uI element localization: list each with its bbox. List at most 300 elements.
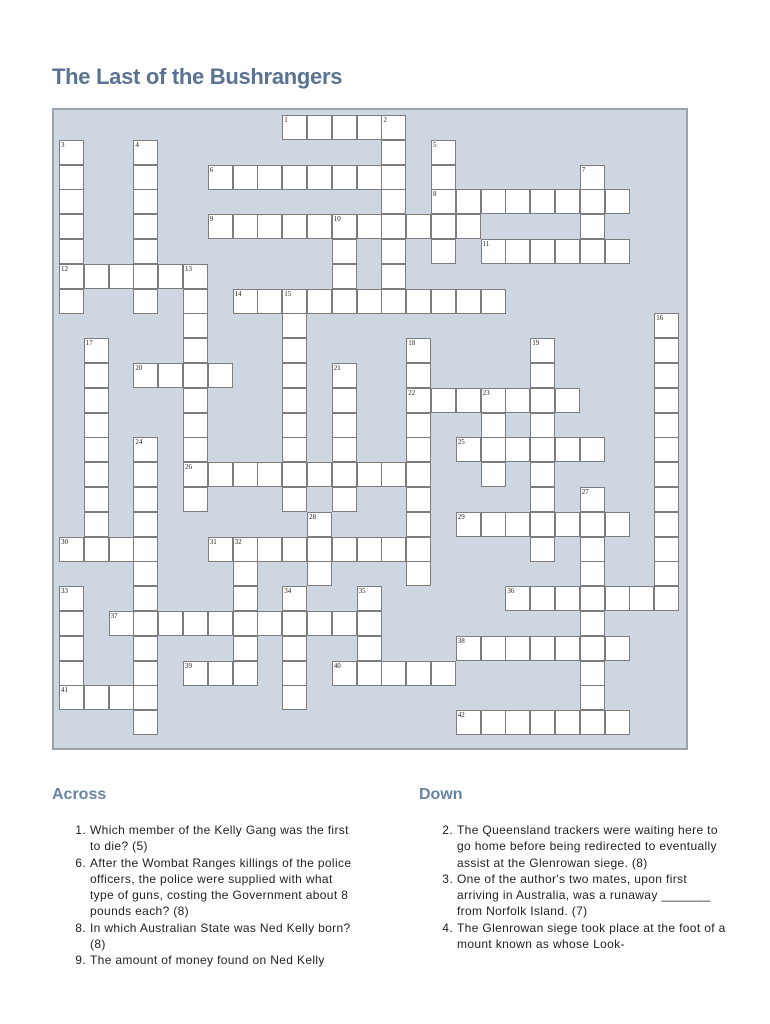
crossword-cell[interactable] bbox=[183, 289, 208, 314]
crossword-cell[interactable] bbox=[654, 388, 679, 413]
crossword-cell[interactable] bbox=[530, 487, 555, 512]
crossword-cell[interactable] bbox=[357, 214, 382, 239]
crossword-cell[interactable] bbox=[208, 537, 233, 562]
crossword-cell[interactable] bbox=[257, 611, 282, 636]
clue-number: 10 bbox=[333, 215, 341, 224]
down-clue-list bbox=[437, 822, 727, 952]
clue-item-text: The amount of money found on Ned Kelly bbox=[90, 953, 325, 968]
clue-item-text: The Queensland trackers were waiting here to go home before being redirected to eventually assist at the Glenrowan siege. (8) bbox=[457, 823, 718, 870]
crossword-cell[interactable] bbox=[505, 512, 530, 537]
crossword-cell[interactable] bbox=[59, 189, 84, 214]
crossword-cell[interactable] bbox=[505, 388, 530, 413]
clue-number: 28 bbox=[309, 512, 316, 521]
crossword-cell[interactable] bbox=[233, 462, 258, 487]
crossword-cell[interactable] bbox=[481, 413, 506, 438]
crossword-cell[interactable] bbox=[530, 512, 555, 537]
crossword-cell[interactable] bbox=[109, 611, 134, 636]
clue-number: 35 bbox=[358, 587, 366, 596]
crossword-cell[interactable] bbox=[307, 165, 332, 190]
crossword-cell[interactable] bbox=[530, 363, 555, 388]
crossword-cell[interactable] bbox=[282, 289, 307, 314]
crossword-cell[interactable] bbox=[654, 437, 679, 462]
crossword-cell[interactable] bbox=[654, 586, 679, 611]
crossword-cell[interactable] bbox=[307, 214, 332, 239]
crossword-cell[interactable] bbox=[406, 512, 431, 537]
crossword-cell[interactable] bbox=[406, 289, 431, 314]
crossword-cell[interactable] bbox=[357, 115, 382, 140]
clue-number: 17 bbox=[85, 339, 93, 348]
crossword-cell[interactable] bbox=[282, 437, 307, 462]
crossword-cell[interactable] bbox=[629, 586, 654, 611]
crossword-cell[interactable] bbox=[431, 239, 456, 264]
crossword-cell[interactable] bbox=[332, 115, 357, 140]
crossword-cell[interactable] bbox=[84, 437, 109, 462]
crossword-cell[interactable] bbox=[133, 264, 158, 289]
crossword-cell[interactable] bbox=[456, 214, 481, 239]
crossword-cell[interactable] bbox=[208, 363, 233, 388]
crossword-cell[interactable] bbox=[381, 140, 406, 165]
clue-item bbox=[70, 822, 360, 855]
crossword-cell[interactable] bbox=[456, 289, 481, 314]
crossword-cell[interactable] bbox=[133, 537, 158, 562]
clue-number: 13 bbox=[185, 264, 192, 273]
crossword-cell[interactable] bbox=[530, 437, 555, 462]
crossword-cell[interactable] bbox=[307, 115, 332, 140]
clue-number: 3 bbox=[61, 140, 65, 149]
crossword-cell[interactable] bbox=[257, 537, 282, 562]
crossword-cell[interactable] bbox=[84, 512, 109, 537]
crossword-cell[interactable] bbox=[84, 685, 109, 710]
crossword-cell[interactable] bbox=[431, 661, 456, 686]
crossword-cell[interactable] bbox=[456, 636, 481, 661]
crossword-cell[interactable] bbox=[84, 487, 109, 512]
crossword-cell[interactable] bbox=[109, 264, 134, 289]
crossword-cell[interactable] bbox=[456, 388, 481, 413]
crossword-cell[interactable] bbox=[381, 289, 406, 314]
crossword-cell[interactable] bbox=[332, 363, 357, 388]
clue-item bbox=[70, 855, 360, 920]
crossword-cell[interactable] bbox=[381, 115, 406, 140]
crossword-cell[interactable] bbox=[530, 710, 555, 735]
crossword-cell[interactable] bbox=[133, 685, 158, 710]
crossword-cell[interactable] bbox=[208, 611, 233, 636]
clue-number: 14 bbox=[234, 289, 242, 298]
crossword-cell[interactable] bbox=[654, 561, 679, 586]
crossword-cell[interactable] bbox=[580, 189, 605, 214]
crossword-cell[interactable] bbox=[133, 661, 158, 686]
clue-number: 9 bbox=[209, 215, 214, 224]
crossword-cell[interactable] bbox=[580, 512, 605, 537]
crossword-cell[interactable] bbox=[505, 437, 530, 462]
crossword-cell[interactable] bbox=[580, 214, 605, 239]
crossword-cell[interactable] bbox=[580, 487, 605, 512]
crossword-cell[interactable] bbox=[481, 289, 506, 314]
crossword-cell[interactable] bbox=[133, 437, 158, 462]
crossword-cell[interactable] bbox=[282, 636, 307, 661]
crossword-cell[interactable] bbox=[580, 165, 605, 190]
crossword-cell[interactable] bbox=[481, 388, 506, 413]
crossword-cell[interactable] bbox=[59, 611, 84, 636]
crossword-cell[interactable] bbox=[357, 611, 382, 636]
crossword-cell[interactable] bbox=[133, 165, 158, 190]
crossword-cell[interactable] bbox=[530, 239, 555, 264]
crossword-cell[interactable] bbox=[282, 685, 307, 710]
crossword-cell[interactable] bbox=[654, 512, 679, 537]
clue-number: 4 bbox=[135, 140, 139, 149]
crossword-cell[interactable] bbox=[233, 661, 258, 686]
crossword-cell[interactable] bbox=[282, 661, 307, 686]
clue-item bbox=[437, 822, 727, 871]
crossword-cell[interactable] bbox=[307, 537, 332, 562]
crossword-cell[interactable] bbox=[530, 189, 555, 214]
crossword-cell[interactable] bbox=[233, 537, 258, 562]
crossword-cell[interactable] bbox=[307, 462, 332, 487]
crossword-cell[interactable] bbox=[208, 462, 233, 487]
crossword-cell[interactable] bbox=[505, 239, 530, 264]
crossword-cell[interactable] bbox=[133, 561, 158, 586]
crossword-cell[interactable] bbox=[431, 140, 456, 165]
crossword-cell[interactable] bbox=[233, 611, 258, 636]
crossword-cell[interactable] bbox=[109, 537, 134, 562]
crossword-cell[interactable] bbox=[431, 189, 456, 214]
crossword-cell[interactable] bbox=[530, 636, 555, 661]
crossword-cell[interactable] bbox=[133, 487, 158, 512]
crossword-cell[interactable] bbox=[332, 661, 357, 686]
crossword-cell[interactable] bbox=[332, 413, 357, 438]
crossword-cell[interactable] bbox=[59, 264, 84, 289]
clue-number: 26 bbox=[185, 463, 192, 472]
crossword-cell[interactable] bbox=[84, 264, 109, 289]
crossword-cell[interactable] bbox=[59, 165, 84, 190]
crossword-cell[interactable] bbox=[481, 710, 506, 735]
crossword-cell[interactable] bbox=[357, 661, 382, 686]
crossword-cell[interactable] bbox=[530, 338, 555, 363]
crossword-cell[interactable] bbox=[605, 189, 630, 214]
crossword-cell[interactable] bbox=[456, 437, 481, 462]
crossword-cell[interactable] bbox=[530, 462, 555, 487]
crossword-cell[interactable] bbox=[282, 537, 307, 562]
crossword-cell[interactable] bbox=[208, 661, 233, 686]
clue-item-text: Which member of the Kelly Gang was the first to die? (5) bbox=[90, 823, 349, 854]
crossword-cell[interactable] bbox=[530, 537, 555, 562]
crossword-cell[interactable] bbox=[605, 512, 630, 537]
crossword-cell[interactable] bbox=[406, 561, 431, 586]
clue-item-number: 3 . bbox=[437, 871, 453, 887]
crossword-cell[interactable] bbox=[381, 661, 406, 686]
crossword-cell[interactable] bbox=[332, 611, 357, 636]
crossword-cell[interactable] bbox=[580, 586, 605, 611]
crossword-cell[interactable] bbox=[580, 561, 605, 586]
crossword-cell[interactable] bbox=[233, 165, 258, 190]
crossword-cell[interactable] bbox=[530, 586, 555, 611]
clue-item-number: 8 . bbox=[70, 920, 86, 936]
crossword-cell[interactable] bbox=[84, 388, 109, 413]
crossword-cell[interactable] bbox=[555, 388, 580, 413]
crossword-cell[interactable] bbox=[357, 165, 382, 190]
crossword-cell[interactable] bbox=[456, 189, 481, 214]
crossword-cell[interactable] bbox=[183, 338, 208, 363]
clue-item-text: The Glenrowan siege took place at the foot of a mount known as whose Look- bbox=[457, 920, 726, 952]
crossword-cell[interactable] bbox=[233, 586, 258, 611]
crossword-cell[interactable] bbox=[381, 462, 406, 487]
crossword-cell[interactable] bbox=[555, 189, 580, 214]
crossword-cell[interactable] bbox=[406, 487, 431, 512]
crossword-cell[interactable] bbox=[431, 388, 456, 413]
crossword-cell[interactable] bbox=[406, 214, 431, 239]
clue-item-number: 9 . bbox=[70, 952, 86, 968]
crossword-cell[interactable] bbox=[282, 115, 307, 140]
crossword-cell[interactable] bbox=[183, 363, 208, 388]
crossword-cell[interactable] bbox=[555, 512, 580, 537]
clue-number: 20 bbox=[135, 364, 143, 372]
crossword-cell[interactable] bbox=[183, 313, 208, 338]
crossword-cell[interactable] bbox=[580, 710, 605, 735]
crossword-cell[interactable] bbox=[233, 214, 258, 239]
crossword-cell[interactable] bbox=[183, 437, 208, 462]
crossword-cell[interactable] bbox=[332, 264, 357, 289]
crossword-cell[interactable] bbox=[654, 537, 679, 562]
crossword-cell[interactable] bbox=[183, 611, 208, 636]
crossword-cell[interactable] bbox=[481, 437, 506, 462]
crossword-cell[interactable] bbox=[357, 586, 382, 611]
clue-number: 15 bbox=[284, 289, 292, 298]
crossword-cell[interactable] bbox=[481, 189, 506, 214]
crossword-cell[interactable] bbox=[133, 586, 158, 611]
crossword-cell[interactable] bbox=[580, 239, 605, 264]
crossword-cell[interactable] bbox=[580, 611, 605, 636]
clue-number: 22 bbox=[408, 388, 416, 397]
crossword-cell[interactable] bbox=[555, 239, 580, 264]
crossword-cell[interactable] bbox=[580, 661, 605, 686]
clue-number: 27 bbox=[581, 488, 589, 496]
crossword-cell[interactable] bbox=[133, 189, 158, 214]
crossword-cell[interactable] bbox=[505, 189, 530, 214]
clue-item-number: 2 . bbox=[437, 822, 453, 838]
crossword-cell[interactable] bbox=[381, 537, 406, 562]
crossword-cell[interactable] bbox=[282, 388, 307, 413]
clue-number: 23 bbox=[482, 388, 490, 397]
crossword-cell[interactable] bbox=[381, 214, 406, 239]
crossword-cell[interactable] bbox=[481, 512, 506, 537]
crossword-cell[interactable] bbox=[580, 537, 605, 562]
crossword-cell[interactable] bbox=[580, 636, 605, 661]
crossword-cell[interactable] bbox=[59, 140, 84, 165]
crossword-cell[interactable] bbox=[133, 214, 158, 239]
crossword-cell[interactable] bbox=[282, 313, 307, 338]
crossword-cell[interactable] bbox=[654, 313, 679, 338]
crossword-cell[interactable] bbox=[381, 189, 406, 214]
crossword-cell[interactable] bbox=[84, 363, 109, 388]
crossword-cell[interactable] bbox=[307, 611, 332, 636]
crossword-cell[interactable] bbox=[481, 239, 506, 264]
crossword-cell[interactable] bbox=[133, 636, 158, 661]
crossword-cell[interactable] bbox=[59, 586, 84, 611]
crossword-cell[interactable] bbox=[406, 437, 431, 462]
crossword-cell[interactable] bbox=[605, 636, 630, 661]
crossword-cell[interactable] bbox=[257, 462, 282, 487]
crossword-cell[interactable] bbox=[381, 165, 406, 190]
crossword-cell[interactable] bbox=[282, 611, 307, 636]
crossword-cell[interactable] bbox=[133, 611, 158, 636]
crossword-cell[interactable] bbox=[332, 388, 357, 413]
clue-item-number: 1 . bbox=[70, 822, 86, 838]
crossword-cell[interactable] bbox=[84, 413, 109, 438]
crossword-cell[interactable] bbox=[456, 710, 481, 735]
crossword-cell[interactable] bbox=[158, 264, 183, 289]
clue-item bbox=[70, 952, 360, 968]
crossword-cell[interactable] bbox=[357, 289, 382, 314]
crossword-cell[interactable] bbox=[654, 487, 679, 512]
crossword-cell[interactable] bbox=[381, 239, 406, 264]
crossword-cell[interactable] bbox=[431, 165, 456, 190]
crossword-cell[interactable] bbox=[59, 214, 84, 239]
crossword-cell[interactable] bbox=[59, 685, 84, 710]
crossword-cell[interactable] bbox=[406, 537, 431, 562]
clue-number: 18 bbox=[408, 339, 416, 348]
crossword-cell[interactable] bbox=[133, 239, 158, 264]
crossword-cell[interactable] bbox=[233, 289, 258, 314]
crossword-cell[interactable] bbox=[233, 636, 258, 661]
clue-item bbox=[437, 920, 727, 953]
crossword-cell[interactable] bbox=[133, 512, 158, 537]
crossword-cell[interactable] bbox=[406, 338, 431, 363]
clue-number: 19 bbox=[532, 339, 540, 348]
crossword-cell[interactable] bbox=[580, 685, 605, 710]
crossword-cell[interactable] bbox=[357, 462, 382, 487]
crossword-cell[interactable] bbox=[555, 586, 580, 611]
crossword-cell[interactable] bbox=[133, 710, 158, 735]
crossword-cell[interactable] bbox=[282, 214, 307, 239]
crossword-cell[interactable] bbox=[84, 338, 109, 363]
crossword-cell[interactable] bbox=[605, 710, 630, 735]
clue-number: 36 bbox=[507, 587, 515, 596]
crossword-cell[interactable] bbox=[183, 264, 208, 289]
crossword-cell[interactable] bbox=[654, 338, 679, 363]
crossword-cell[interactable] bbox=[183, 661, 208, 686]
crossword-cell[interactable] bbox=[307, 289, 332, 314]
crossword-cell[interactable] bbox=[183, 462, 208, 487]
crossword-cell[interactable] bbox=[605, 239, 630, 264]
crossword-cell[interactable] bbox=[183, 487, 208, 512]
crossword-cell[interactable] bbox=[183, 388, 208, 413]
clue-item-text: After the Wombat Ranges killings of the police officers, the police were supplied with what type of guns, costing the Government about 8 pounds each? (8) bbox=[90, 855, 352, 919]
crossword-cell[interactable] bbox=[654, 363, 679, 388]
crossword-cell[interactable] bbox=[530, 388, 555, 413]
crossword-cell[interactable] bbox=[481, 636, 506, 661]
clue-number: 34 bbox=[284, 587, 292, 596]
crossword-cell[interactable] bbox=[505, 636, 530, 661]
crossword-cell[interactable] bbox=[59, 661, 84, 686]
crossword-cell[interactable] bbox=[505, 586, 530, 611]
across-clue-list bbox=[70, 822, 360, 969]
crossword-cell[interactable] bbox=[183, 413, 208, 438]
clue-number: 31 bbox=[209, 537, 217, 546]
crossword-cell[interactable] bbox=[530, 413, 555, 438]
crossword-cell[interactable] bbox=[133, 140, 158, 165]
clue-number: 8 bbox=[433, 190, 437, 199]
crossword-cell[interactable] bbox=[654, 462, 679, 487]
crossword-cell[interactable] bbox=[282, 338, 307, 363]
clue-number: 30 bbox=[61, 537, 68, 546]
crossword-cell[interactable] bbox=[282, 462, 307, 487]
crossword-cell[interactable] bbox=[109, 685, 134, 710]
crossword-cell[interactable] bbox=[580, 437, 605, 462]
crossword-cell[interactable] bbox=[84, 537, 109, 562]
crossword-cell[interactable] bbox=[307, 512, 332, 537]
crossword-cell[interactable] bbox=[555, 437, 580, 462]
crossword-cell[interactable] bbox=[332, 437, 357, 462]
crossword-cell[interactable] bbox=[406, 661, 431, 686]
crossword-cell[interactable] bbox=[133, 289, 158, 314]
crossword-cell[interactable] bbox=[431, 214, 456, 239]
crossword-cell[interactable] bbox=[357, 636, 382, 661]
crossword-cell[interactable] bbox=[332, 214, 357, 239]
crossword-cell[interactable] bbox=[307, 561, 332, 586]
crossword-cell[interactable] bbox=[257, 165, 282, 190]
crossword-cell[interactable] bbox=[456, 512, 481, 537]
crossword-cell[interactable] bbox=[481, 462, 506, 487]
crossword-cell[interactable] bbox=[208, 165, 233, 190]
crossword-cell[interactable] bbox=[654, 413, 679, 438]
crossword-cell[interactable] bbox=[332, 239, 357, 264]
crossword-cell[interactable] bbox=[555, 710, 580, 735]
crossword-cell[interactable] bbox=[59, 239, 84, 264]
crossword-cell[interactable] bbox=[381, 264, 406, 289]
clue-item-number: 6 . bbox=[70, 855, 86, 871]
clue-item-number: 4 . bbox=[437, 920, 453, 936]
crossword-cell[interactable] bbox=[257, 214, 282, 239]
crossword-cell[interactable] bbox=[158, 611, 183, 636]
clue-item bbox=[437, 871, 727, 920]
clue-number: 16 bbox=[656, 314, 664, 323]
clue-number: 39 bbox=[185, 661, 192, 670]
crossword-cell[interactable] bbox=[59, 537, 84, 562]
crossword-cell[interactable] bbox=[357, 537, 382, 562]
crossword-cell[interactable] bbox=[282, 363, 307, 388]
crossword-cell[interactable] bbox=[332, 462, 357, 487]
crossword-cell[interactable] bbox=[282, 413, 307, 438]
crossword-cell[interactable] bbox=[431, 289, 456, 314]
crossword-cell[interactable] bbox=[133, 462, 158, 487]
crossword-cell[interactable] bbox=[332, 487, 357, 512]
crossword-cell[interactable] bbox=[233, 561, 258, 586]
crossword-cell[interactable] bbox=[406, 413, 431, 438]
crossword-cell[interactable] bbox=[158, 363, 183, 388]
crossword-cell[interactable] bbox=[555, 636, 580, 661]
crossword-cell[interactable] bbox=[406, 363, 431, 388]
clue-number: 32 bbox=[234, 537, 242, 546]
crossword-cell[interactable] bbox=[282, 586, 307, 611]
crossword-cell[interactable] bbox=[282, 487, 307, 512]
crossword-cell[interactable] bbox=[605, 586, 630, 611]
crossword-cell[interactable] bbox=[59, 289, 84, 314]
crossword-cell[interactable] bbox=[282, 165, 307, 190]
crossword-cell[interactable] bbox=[59, 636, 84, 661]
crossword-cell[interactable] bbox=[406, 388, 431, 413]
crossword-cell[interactable] bbox=[133, 363, 158, 388]
clue-item-text: In which Australian State was Ned Kelly born? (8) bbox=[90, 920, 351, 952]
clue-number: 33 bbox=[61, 587, 68, 596]
crossword-cell[interactable] bbox=[332, 165, 357, 190]
crossword-cell[interactable] bbox=[84, 462, 109, 487]
crossword-cell[interactable] bbox=[332, 537, 357, 562]
crossword-cell[interactable] bbox=[505, 710, 530, 735]
across-heading: Across bbox=[52, 786, 107, 803]
crossword-cell[interactable] bbox=[208, 214, 233, 239]
crossword-cell[interactable] bbox=[332, 289, 357, 314]
crossword-cell[interactable] bbox=[406, 462, 431, 487]
crossword-cell[interactable] bbox=[257, 289, 282, 314]
